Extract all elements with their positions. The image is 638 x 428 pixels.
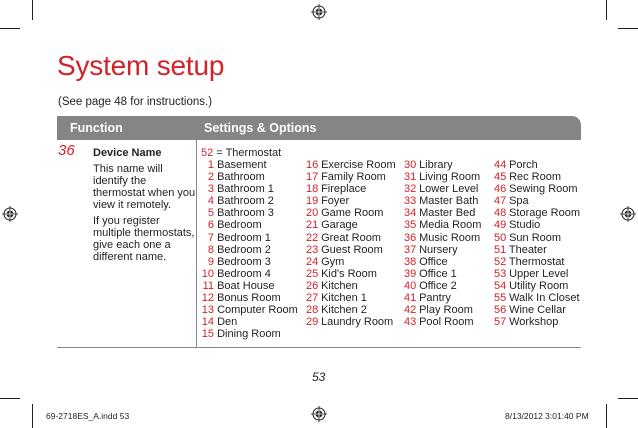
option-item (404, 316, 481, 328)
option-label: Family Room (321, 171, 386, 184)
option-label: Pantry (419, 292, 451, 305)
option-item (494, 219, 580, 231)
option-number: 38 (404, 255, 417, 268)
option-number: 47 (494, 195, 507, 208)
option-label: Bonus Room (217, 292, 281, 305)
option-item (201, 207, 298, 219)
option-label: Spa (509, 195, 529, 208)
option-item (494, 316, 580, 328)
option-label: Office (419, 255, 448, 268)
option-item (404, 280, 481, 292)
option-label: Bathroom (217, 171, 265, 184)
option-label: Bathroom 3 (217, 207, 274, 220)
default-number: 52 (201, 147, 214, 159)
option-item (494, 244, 580, 256)
option-item (201, 268, 298, 280)
option-item (306, 292, 396, 304)
option-label: Music Room (419, 231, 481, 244)
option-number: 34 (404, 207, 417, 220)
option-item (306, 280, 396, 292)
page-number: 53 (312, 370, 326, 384)
option-number: 14 (201, 316, 214, 329)
option-label: Kitchen 2 (321, 304, 367, 317)
option-number: 21 (306, 219, 319, 232)
option-label: Master Bed (419, 207, 476, 220)
option-number: 15 (201, 328, 214, 341)
crop-mark (606, 0, 607, 20)
crop-mark (0, 28, 20, 29)
option-item (306, 268, 396, 280)
options-column-2 (306, 159, 396, 328)
option-item (201, 195, 298, 207)
option-item (306, 195, 396, 207)
option-label: Garage (321, 219, 358, 232)
option-item (404, 292, 481, 304)
option-label: Porch (509, 159, 538, 171)
option-number: 5 (207, 207, 214, 220)
options-column-1 (201, 159, 298, 340)
option-number: 8 (207, 243, 214, 256)
option-item (201, 328, 298, 340)
option-number: 35 (404, 219, 417, 232)
option-label: Storage Room (509, 207, 580, 220)
option-number: 18 (306, 183, 319, 196)
option-label: Exercise Room (321, 159, 396, 171)
settings-column-header: Settings & Options (204, 121, 317, 135)
file-slug: 69-2718ES_A.indd 53 (46, 411, 130, 421)
option-item (306, 207, 396, 219)
option-number: 11 (202, 279, 214, 292)
option-item (201, 232, 298, 244)
options-column-4 (494, 159, 580, 328)
option-number: 7 (207, 231, 214, 244)
option-number: 56 (494, 304, 507, 317)
option-label: Bedroom 1 (217, 231, 271, 244)
option-item (306, 232, 396, 244)
option-number: 9 (207, 255, 214, 268)
option-item (404, 183, 481, 195)
option-item (404, 171, 481, 183)
option-number: 28 (306, 304, 319, 317)
option-label: Utility Room (509, 279, 569, 292)
option-label: Nursery (419, 243, 458, 256)
option-number: 22 (306, 231, 319, 244)
option-number: 17 (306, 171, 319, 184)
option-number: 10 (201, 267, 214, 280)
option-label: Bedroom 4 (217, 267, 271, 280)
option-item (494, 268, 580, 280)
option-label: Rec Room (509, 171, 562, 184)
option-number: 48 (494, 207, 507, 220)
option-label: Media Room (419, 219, 482, 232)
option-label: Workshop (509, 316, 559, 329)
option-item (494, 232, 580, 244)
option-item (306, 183, 396, 195)
option-label: Sewing Room (509, 183, 578, 196)
option-label: Master Bath (419, 195, 479, 208)
option-number: 30 (404, 159, 417, 171)
option-label: Dining Room (217, 328, 281, 341)
option-number: 36 (404, 231, 417, 244)
option-item (494, 159, 580, 171)
crop-mark (618, 398, 638, 399)
option-number: 25 (306, 267, 319, 280)
function-description-paragraph: If you register multiple thermostats, give each one a different name. (93, 215, 195, 263)
option-item (306, 219, 396, 231)
option-number: 32 (404, 183, 417, 196)
option-label: Pool Room (419, 316, 474, 329)
option-number: 40 (404, 279, 417, 292)
option-label: Bathroom 2 (217, 195, 274, 208)
option-label: Office 1 (419, 267, 457, 280)
crop-mark (32, 404, 33, 428)
option-item (404, 219, 481, 231)
page-title: System setup (57, 50, 225, 81)
option-label: Fireplace (321, 183, 367, 196)
table-bottom-rule (57, 347, 581, 348)
option-number: 12 (201, 292, 214, 305)
option-label: Guest Room (321, 243, 383, 256)
option-label: Play Room (419, 304, 473, 317)
option-number: 23 (306, 243, 319, 256)
option-item (494, 195, 580, 207)
option-item (201, 256, 298, 268)
option-number: 31 (404, 171, 417, 184)
option-number: 52 (494, 255, 507, 268)
option-item (201, 183, 298, 195)
table-header (57, 116, 581, 140)
option-number: 41 (404, 292, 417, 305)
option-label: Library (419, 159, 453, 171)
option-item (494, 292, 580, 304)
option-label: Bedroom 3 (217, 255, 271, 268)
option-number: 53 (494, 267, 507, 280)
options-column-3 (404, 159, 481, 328)
option-item (494, 256, 580, 268)
option-number: 42 (404, 304, 417, 317)
option-number: 6 (207, 219, 214, 232)
option-label: Bedroom (217, 219, 262, 232)
option-item (201, 171, 298, 183)
default-text: = Thermostat (213, 147, 282, 159)
option-number: 1 (207, 159, 214, 171)
option-item (201, 292, 298, 304)
option-number: 46 (494, 183, 507, 196)
function-column-header: Function (70, 121, 123, 135)
option-item (306, 244, 396, 256)
option-number: 19 (306, 195, 319, 208)
registration-mark-icon (2, 206, 18, 222)
option-label: Boat House (217, 279, 275, 292)
option-label: Lower Level (419, 183, 479, 196)
option-number: 13 (201, 304, 214, 317)
option-number: 3 (207, 183, 214, 196)
option-item (404, 268, 481, 280)
option-number: 24 (306, 255, 319, 268)
option-number: 29 (306, 316, 319, 329)
option-item (494, 304, 580, 316)
option-number: 50 (494, 231, 507, 244)
crop-mark (606, 404, 607, 428)
option-number: 37 (404, 243, 417, 256)
option-label: Living Room (419, 171, 481, 184)
option-number: 33 (404, 195, 417, 208)
option-label: Walk In Closet (509, 292, 580, 305)
option-item (306, 304, 396, 316)
registration-mark-icon (311, 4, 327, 20)
option-item (306, 159, 396, 171)
option-item (201, 304, 298, 316)
option-label: Studio (509, 219, 541, 232)
crop-mark (618, 28, 638, 29)
crop-mark (32, 0, 33, 20)
row-number: 36 (58, 142, 75, 159)
registration-mark-icon (620, 206, 636, 222)
option-number: 45 (494, 171, 507, 184)
option-label: Gym (321, 255, 345, 268)
option-label: Kitchen 1 (321, 292, 367, 305)
option-item (306, 256, 396, 268)
option-item (494, 171, 580, 183)
option-item (494, 207, 580, 219)
crop-mark (0, 398, 20, 399)
option-number: 27 (306, 292, 319, 305)
option-label: Bathroom 1 (217, 183, 274, 196)
option-label: Kid's Room (321, 267, 377, 280)
option-item (201, 280, 298, 292)
date-slug: 8/13/2012 3:01:40 PM (505, 411, 589, 421)
option-number: 4 (207, 195, 214, 208)
option-item (404, 159, 481, 171)
option-item (404, 195, 481, 207)
option-item (404, 244, 481, 256)
option-label: Computer Room (217, 304, 298, 317)
page-subtitle: (See page 48 for instructions.) (58, 96, 213, 108)
option-number: 20 (306, 207, 319, 220)
option-item (494, 280, 580, 292)
function-description-paragraph: This name will identify the thermostat when you view it remotely. (93, 163, 196, 211)
option-item (404, 232, 481, 244)
option-label: Great Room (321, 231, 381, 244)
option-item (201, 159, 298, 171)
option-label: Thermostat (508, 255, 565, 268)
option-label: Laundry Room (321, 316, 394, 329)
option-label: Foyer (321, 195, 350, 208)
option-number: 54 (494, 279, 507, 292)
option-item (201, 316, 298, 328)
option-number: 51 (494, 243, 507, 256)
function-description (93, 163, 197, 267)
option-label: Theater (508, 243, 547, 256)
option-item (201, 219, 298, 231)
option-item (404, 256, 481, 268)
option-label: Sun Room (509, 231, 562, 244)
option-number: 2 (207, 171, 214, 184)
option-item (306, 316, 396, 328)
function-name: Device Name (93, 147, 162, 159)
option-label: Basement (217, 159, 267, 171)
option-number: 43 (404, 316, 417, 329)
option-item (201, 244, 298, 256)
registration-mark-icon (311, 406, 327, 422)
option-number: 49 (494, 219, 507, 232)
option-number: 26 (306, 279, 319, 292)
option-label: Kitchen (321, 279, 358, 292)
option-label: Upper Level (509, 267, 569, 280)
option-label: Bedroom 2 (217, 243, 271, 256)
option-item (404, 207, 481, 219)
option-item (494, 183, 580, 195)
option-label: Wine Cellar (509, 304, 566, 317)
option-item (306, 171, 396, 183)
option-label: Game Room (321, 207, 384, 220)
option-item (404, 304, 481, 316)
option-number: 57 (494, 316, 507, 329)
option-number: 39 (404, 267, 417, 280)
option-number: 16 (306, 159, 319, 171)
default-setting (201, 147, 281, 159)
option-number: 55 (494, 292, 507, 305)
option-label: Office 2 (419, 279, 457, 292)
option-label: Den (217, 316, 238, 329)
option-number: 44 (494, 159, 507, 171)
